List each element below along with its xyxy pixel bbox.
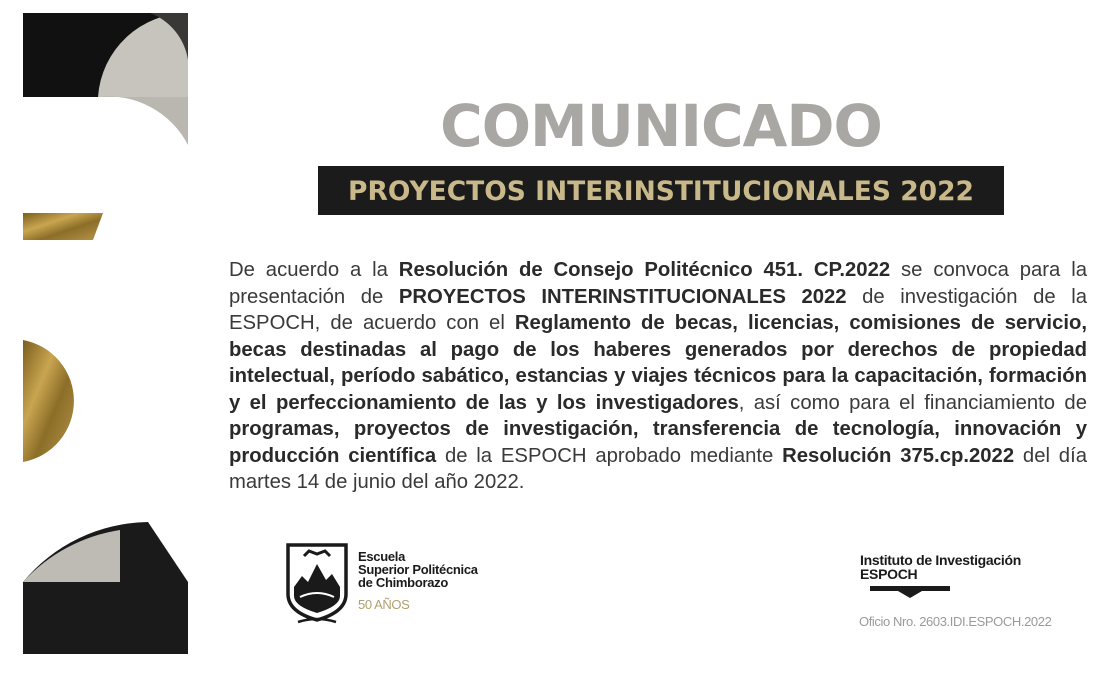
paragraph-emphasis: Resolución de Consejo Politécnico 451. CP.2022 [398, 259, 891, 281]
espoch-name [358, 550, 478, 589]
espoch-shield-icon [284, 542, 350, 626]
oficio-reference: Oficio Nro. 2603.IDI.ESPOCH.2022 [859, 614, 1052, 629]
paragraph-text: , así como para el financiamiento de [738, 391, 1087, 414]
page-title: COMUNICADO [440, 92, 882, 160]
paragraph-emphasis: Resolución 375.cp.2022 [782, 444, 1015, 467]
instituto-name-line2: ESPOCH [860, 566, 918, 582]
announcement-paragraph [229, 257, 1087, 496]
espoch-name-line: de Chimborazo [358, 575, 448, 590]
espoch-name-line: Escuela [358, 549, 406, 564]
subtitle-text: PROYECTOS INTERINSTITUCIONALES 2022 [348, 176, 974, 207]
instituto-name-line1: Instituto de Investigación [860, 552, 1021, 568]
paragraph-emphasis: Reglamento de becas, licencias, comisiones de servicio, becas destinadas al pago de los haberes generados por derechos de propiedad intelectual, período sabático, estancias y viajes técnicos para la capacitación, formación y el perfeccionamiento de las y los investigadores [229, 312, 1088, 414]
anniversary-label: 50 AÑOS [358, 597, 410, 612]
espoch-name-line: Superior Politécnica [358, 562, 478, 577]
decorative-number-five-graphic [0, 0, 200, 682]
instituto-logo [860, 553, 1100, 603]
paragraph-text: de investigación de la ESPOCH, de acuerdo con el [229, 285, 1087, 334]
paragraph-text: De acuerdo a la [229, 259, 399, 281]
paragraph-emphasis: programas, proyectos de investigación, transferencia de tecnología, innovación y producción científica [229, 418, 1087, 467]
subtitle-banner [318, 166, 1004, 215]
paragraph-text: del día martes 14 de junio del año 2022. [229, 444, 1087, 493]
paragraph-emphasis: PROYECTOS INTERINSTITUCIONALES 2022 [398, 285, 847, 308]
espoch-logo [284, 542, 524, 626]
paragraph-text: se convoca para la presentación de [229, 259, 1087, 308]
paragraph-text: de la ESPOCH aprobado mediante [436, 444, 783, 467]
book-icon [870, 584, 950, 600]
